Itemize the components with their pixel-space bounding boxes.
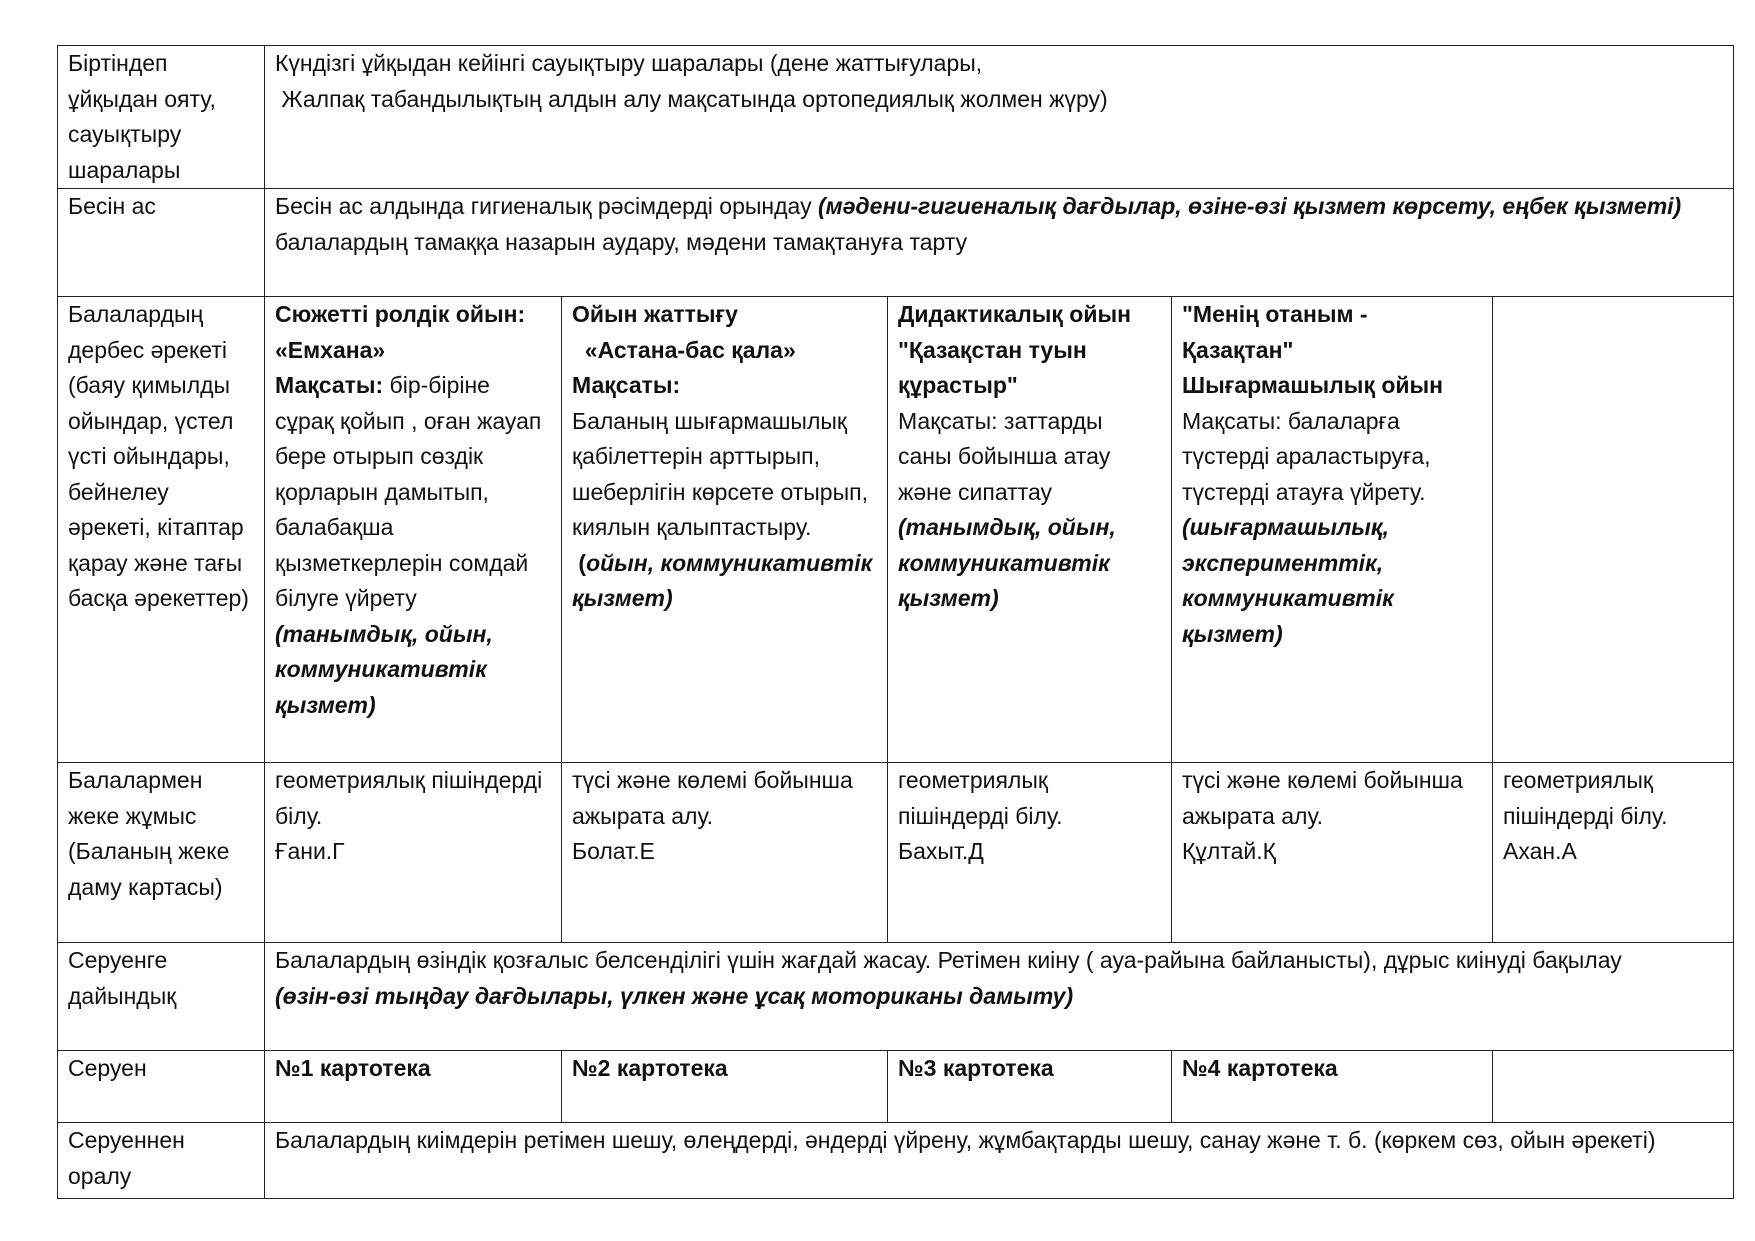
activity-tags-open: ( (572, 549, 587, 576)
content-text: Балалардың өзіндік қозғалыс белсенділігі үшін жағдай жасау. Ретімен киіну ( ауа-райына байланысты), дұрыс киінуді бақылау (275, 947, 1622, 973)
row-walk-prep (58, 943, 1734, 1051)
activity-title: "Менің отаным - Қазақтан" Шығармашылық ойын (1182, 301, 1444, 398)
row-snack (58, 189, 1734, 297)
activity-title: Сюжетті ролдік ойын: (275, 301, 526, 327)
child-name: Болат.Е (572, 838, 655, 864)
row-label (58, 763, 265, 943)
row-content (265, 1123, 1734, 1199)
child-name: Бахыт.Д (898, 838, 984, 864)
row-label (58, 189, 265, 297)
individual-task: геометриялық пішіндерді білу. (1503, 767, 1668, 829)
walk-card: №1 картотека (265, 1051, 562, 1123)
activity-cell-4 (1172, 297, 1493, 763)
activity-cell-5 (1493, 297, 1734, 763)
row-label-text: Балалармен жеке жұмыс (Баланың жеке даму картасы) (68, 767, 230, 900)
child-name: Ғани.Г (275, 838, 345, 864)
goal-label: Мақсаты: (275, 372, 384, 398)
row-content (265, 943, 1734, 1051)
content-emphasis: (мәдени-гигиеналық дағдылар, өзіне-өзі қызмет көрсету, еңбек қызметі) (817, 193, 1682, 219)
goal-label: Мақсаты: (572, 372, 681, 398)
activity-cell-2 (562, 297, 888, 763)
activity-tags: (танымдық, ойын, коммуникативтік қызмет) (275, 585, 500, 718)
individual-cell (562, 763, 888, 943)
individual-cell (265, 763, 562, 943)
row-individual (58, 763, 1734, 943)
row-label (58, 943, 265, 1051)
activity-cell-3 (888, 297, 1172, 763)
individual-task: геометриялық пішіндерді білу. (275, 767, 543, 829)
content-line: балалардың тамаққа назарын аудару, мәдени тамақтануға тарту (275, 228, 968, 255)
individual-task: түсі және көлемі бойынша ажырата алу. (572, 767, 853, 829)
individual-cell (1493, 763, 1734, 943)
walk-card: №3 картотека (888, 1051, 1172, 1123)
individual-task: түсі және көлемі бойынша ажырата алу. (1182, 767, 1463, 829)
row-label-text: Серуеннен оралу (68, 1127, 185, 1189)
row-label-text: Серуен (68, 1055, 147, 1081)
goal-text: бір-біріне сұрақ қойып , оған жауап бере отырып сөздік қорларын дамытып, балабақша қызметкерлерін сомдай білуге үйрету (275, 372, 542, 611)
goal-text: Мақсаты: балаларға түстерді араластыруға, түстерді атауға үйрету. (1182, 407, 1431, 505)
activity-tags: ойын, коммуникативтік қызмет) (572, 549, 873, 611)
row-content (265, 189, 1734, 297)
row-wakeup (58, 46, 1734, 189)
row-label (58, 1123, 265, 1199)
activity-title: «Астана-бас қала» (572, 336, 796, 363)
row-activity (58, 297, 1734, 763)
activity-title: Дидактикалық ойын "Қазақстан туын құрастыр" (898, 301, 1132, 398)
child-name: Құлтай.Қ (1182, 838, 1277, 864)
content-line: Күндізгі ұйқыдан кейінгі сауықтыру шаралары (дене жаттығулары, (275, 50, 983, 76)
row-label-text: Серуенге дайындық (68, 947, 177, 1009)
row-walk (58, 1051, 1734, 1123)
activity-title: Ойын жаттығу (572, 301, 738, 327)
content-line: Жалпақ табандылықтың алдын алу мақсатында ортопедиялық жолмен жүру) (275, 85, 1108, 112)
walk-card: №2 картотека (562, 1051, 888, 1123)
row-label (58, 1051, 265, 1123)
individual-cell (1172, 763, 1493, 943)
walk-card (1493, 1051, 1734, 1123)
row-label-text: Балалардың дербес әрекеті (баяу қимылды ойындар, үстел үсті ойындары, бейнелеу әрекеті, кітаптар қарау және тағы басқа әрекеттер) (68, 301, 249, 611)
individual-task: геометриялық пішіндерді білу. (898, 767, 1063, 829)
content-emphasis: (өзін-өзі тыңдау дағдылары, үлкен және ұсақ моториканы дамыту) (275, 982, 1074, 1009)
row-label (58, 297, 265, 763)
row-content (265, 46, 1734, 189)
activity-cell-1 (265, 297, 562, 763)
activity-title: «Емхана» (275, 336, 386, 363)
activity-tags: (шығармашылық, эксперименттік, коммуникативтік қызмет) (1182, 514, 1394, 647)
daily-plan-table (57, 45, 1734, 1199)
row-label (58, 46, 265, 189)
goal-text: Мақсаты: заттарды саны бойынша атау және сипаттау (898, 407, 1111, 505)
row-return (58, 1123, 1734, 1199)
walk-card: №4 картотека (1172, 1051, 1493, 1123)
individual-cell (888, 763, 1172, 943)
content-text: Балалардың киімдерін ретімен шешу, өлеңдерді, әндерді үйрену, жұмбақтарды шешу, санау және т. б. (көркем сөз, ойын әрекеті) (275, 1127, 1656, 1153)
row-label-text: Бесін ас (68, 193, 156, 219)
row-label-text: Біртіндеп ұйқыдан ояту, сауықтыру шаралары (68, 50, 216, 183)
activity-tags: (танымдық, ойын, коммуникативтік қызмет) (898, 514, 1116, 611)
goal-text: Баланың шығармашылық қабілеттерін арттырып, шеберлігін көрсете отырып, киялын қалыптастыру. (572, 407, 868, 540)
content-text: Бесін ас алдында гигиеналық рәсімдерді орындау (275, 193, 818, 219)
child-name: Ахан.А (1503, 838, 1577, 864)
